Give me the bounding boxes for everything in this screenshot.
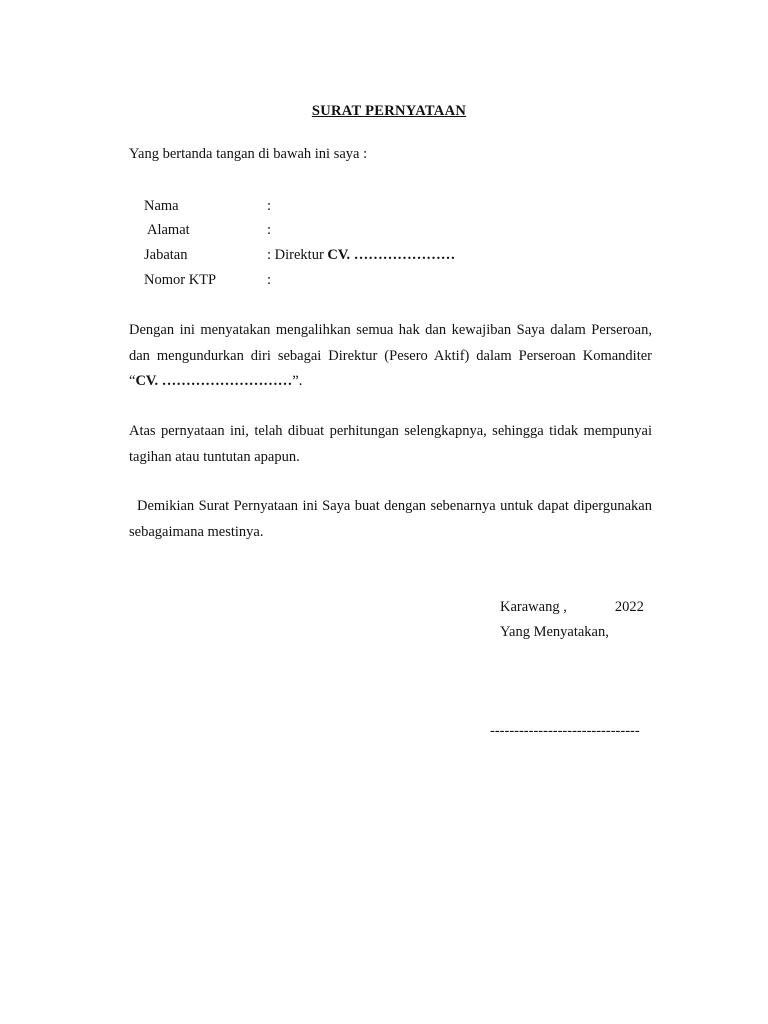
field-separator: : Direktur [267,247,324,263]
company-name-placeholder: CV. ………………… [327,247,456,263]
paragraph-end: ”. [292,373,303,389]
field-alamat [144,220,271,240]
paragraph-closing: Demikian Surat Pernyataan ini Saya buat dengan sebenarnya untuk dapat dipergunakan sebagaimana mestinya. [129,498,652,540]
field-label: Alamat [147,222,190,238]
field-label: Nama [144,198,179,214]
intro-text: Yang bertanda tangan di bawah ini saya : [129,146,368,162]
signature-closing: Yang Menyatakan, [500,624,609,640]
signature-place-date [500,599,644,616]
field-value [327,247,455,263]
signature-line: ------------------------------- [490,723,640,739]
field-jabatan [144,245,455,265]
field-separator: : [267,272,272,288]
field-label: Jabatan [144,247,188,263]
signature-year: 2022 [614,599,644,615]
document-title: SURAT PERNYATAAN [311,103,467,119]
company-name-placeholder: CV. ……………………… [135,373,293,389]
paragraph-statement [129,318,652,395]
paragraph-settlement: Atas pernyataan ini, telah dibuat perhitungan selengkapnya, sehingga tidak mempunyai tagihan atau tuntutan apapun. [129,423,652,465]
field-label: Nomor KTP [144,272,217,288]
signature-place: Karawang , [500,599,567,615]
field-separator: : [267,198,272,214]
paragraph-text: Dengan ini menyatakan mengalihkan semua hak dan kewajiban Saya dalam Perseroan, dan mengundurkan diri sebagai Direktur (Pesero Aktif) dalam Perseroan Komanditer “ [129,322,652,389]
field-nomor-ktp [144,270,271,290]
field-nama [144,196,271,216]
field-separator: : [267,222,272,238]
